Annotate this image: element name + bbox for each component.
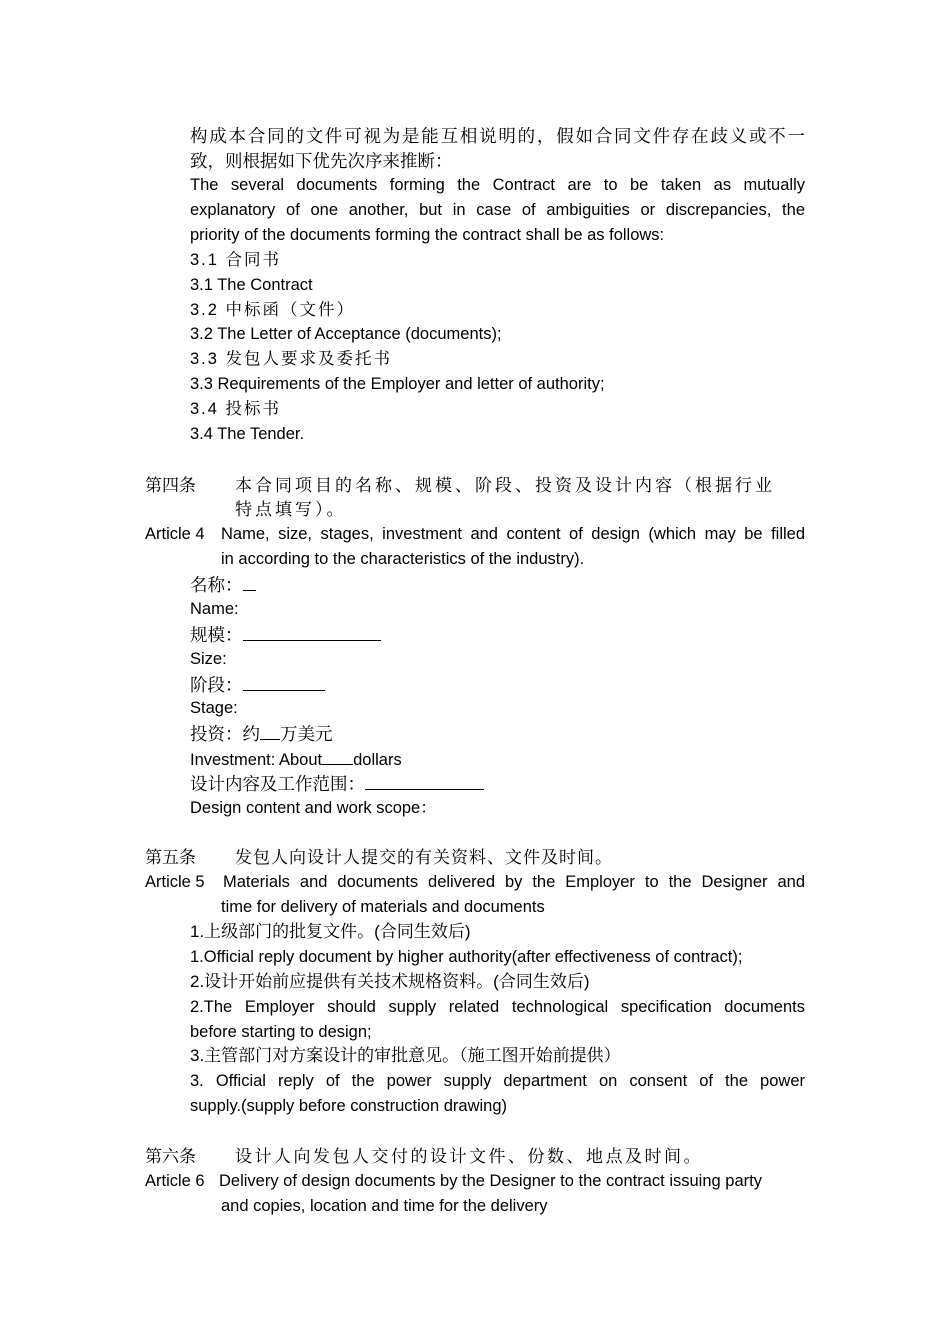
investment-unit-zh: 万美元	[280, 724, 333, 744]
article5-item3-en-line2: supply.(supply before construction drawing)	[190, 1097, 508, 1115]
investment-unit-en: dollars	[353, 751, 402, 769]
article5-item1-zh: 1.上级部门的批复文件。(合同生效后)	[190, 922, 471, 941]
article6-label-zh: 第六条	[145, 1147, 196, 1166]
article4-title-en-line1: Name, size, stages, investment and content of design (which may be filled	[221, 525, 805, 543]
clause3-item2-en: 3.2 The Letter of Acceptance (documents);	[190, 325, 502, 343]
name-label-zh: 名称：	[190, 575, 243, 595]
name-blank-line[interactable]	[243, 572, 256, 591]
stage-field-row	[190, 672, 325, 697]
name-label-en: Name:	[190, 600, 239, 618]
article5-item1-en: 1.Official reply document by higher authority(after effectiveness of contract);	[190, 948, 743, 966]
clause3-item3-zh: 3.3 发包人要求及委托书	[190, 350, 393, 368]
article5-item2-en-line1: 2.The Employer should supply related technological specification documents	[190, 998, 805, 1016]
article5-title-en-line1: Materials and documents delivered by the Employer to the Designer and	[223, 873, 805, 891]
clause3-intro-zh-line2: 致，则根据如下优先次序来推断：	[190, 151, 453, 171]
name-field-row	[190, 572, 256, 597]
article5-label-zh: 第五条	[145, 848, 196, 867]
clause3-item1-en: 3.1 The Contract	[190, 276, 313, 294]
scope-label-en: Design content and work scope：	[190, 799, 437, 817]
investment-field-row-zh	[190, 721, 333, 746]
clause3-item4-en: 3.4 The Tender.	[190, 425, 305, 443]
stage-label-zh: 阶段：	[190, 675, 243, 695]
stage-blank-line[interactable]	[243, 672, 325, 691]
clause3-item1-zh: 3.1 合同书	[190, 251, 282, 269]
clause3-intro-en-line1: The several documents forming the Contract are to be taken as mutually	[190, 176, 805, 194]
size-label-zh: 规模：	[190, 625, 243, 645]
article4-label-en: Article 4	[145, 525, 205, 543]
article6-title-en-line2: and copies, location and time for the delivery	[221, 1197, 548, 1215]
investment-blank-line-zh[interactable]	[260, 721, 280, 740]
article6-title-en-line1: Delivery of design documents by the Designer to the contract issuing party	[219, 1172, 762, 1190]
clause3-item2-zh: 3.2 中标函（文件）	[190, 301, 356, 319]
article5-title-en-line2: time for delivery of materials and documents	[221, 898, 545, 916]
stage-label-en: Stage:	[190, 699, 238, 717]
investment-label-zh: 投资：约	[190, 724, 260, 744]
clause3-intro-en-line2: explanatory of one another, but in case of ambiguities or discrepancies, the	[190, 201, 805, 219]
article5-item2-zh: 2.设计开始前应提供有关技术规格资料。(合同生效后)	[190, 972, 590, 991]
article4-label-zh: 第四条	[145, 476, 196, 495]
clause3-item3-en: 3.3 Requirements of the Employer and letter of authority;	[190, 375, 605, 393]
article4-title-en-line2: in according to the characteristics of the industry).	[221, 550, 585, 568]
size-field-row	[190, 622, 381, 647]
investment-field-row-en	[190, 746, 402, 772]
article6-label-en: Article 6	[145, 1172, 205, 1190]
investment-label-en: Investment: About	[190, 751, 323, 769]
scope-label-zh: 设计内容及工作范围：	[190, 774, 365, 794]
article6-title-zh: 设计人向发包人交付的设计文件、份数、地点及时间。	[235, 1147, 703, 1166]
scope-field-row	[190, 771, 484, 796]
size-label-en: Size:	[190, 650, 227, 668]
clause3-item4-zh: 3.4 投标书	[190, 400, 282, 418]
article5-label-en: Article 5	[145, 873, 205, 891]
article5-item3-zh: 3.主管部门对方案设计的审批意见。（施工图开始前提供）	[190, 1046, 621, 1065]
article5-item3-en-line1: 3. Official reply of the power supply department on consent of the power	[190, 1072, 805, 1090]
clause3-intro-zh-line1: 构成本合同的文件可视为是能互相说明的，假如合同文件存在歧义或不一	[190, 126, 805, 146]
investment-blank-line-en[interactable]	[322, 746, 353, 765]
article5-item2-en-line2: before starting to design;	[190, 1023, 372, 1041]
scope-blank-line[interactable]	[365, 771, 484, 790]
size-blank-line[interactable]	[243, 622, 381, 641]
article4-title-zh-line1: 本合同项目的名称、规模、阶段、投资及设计内容（根据行业	[235, 476, 775, 495]
article5-title-zh: 发包人向设计人提交的有关资料、文件及时间。	[235, 848, 613, 867]
clause3-intro-en-line3: priority of the documents forming the contract shall be as follows:	[190, 226, 665, 244]
article4-title-zh-line2: 特点填写）。	[235, 500, 347, 519]
